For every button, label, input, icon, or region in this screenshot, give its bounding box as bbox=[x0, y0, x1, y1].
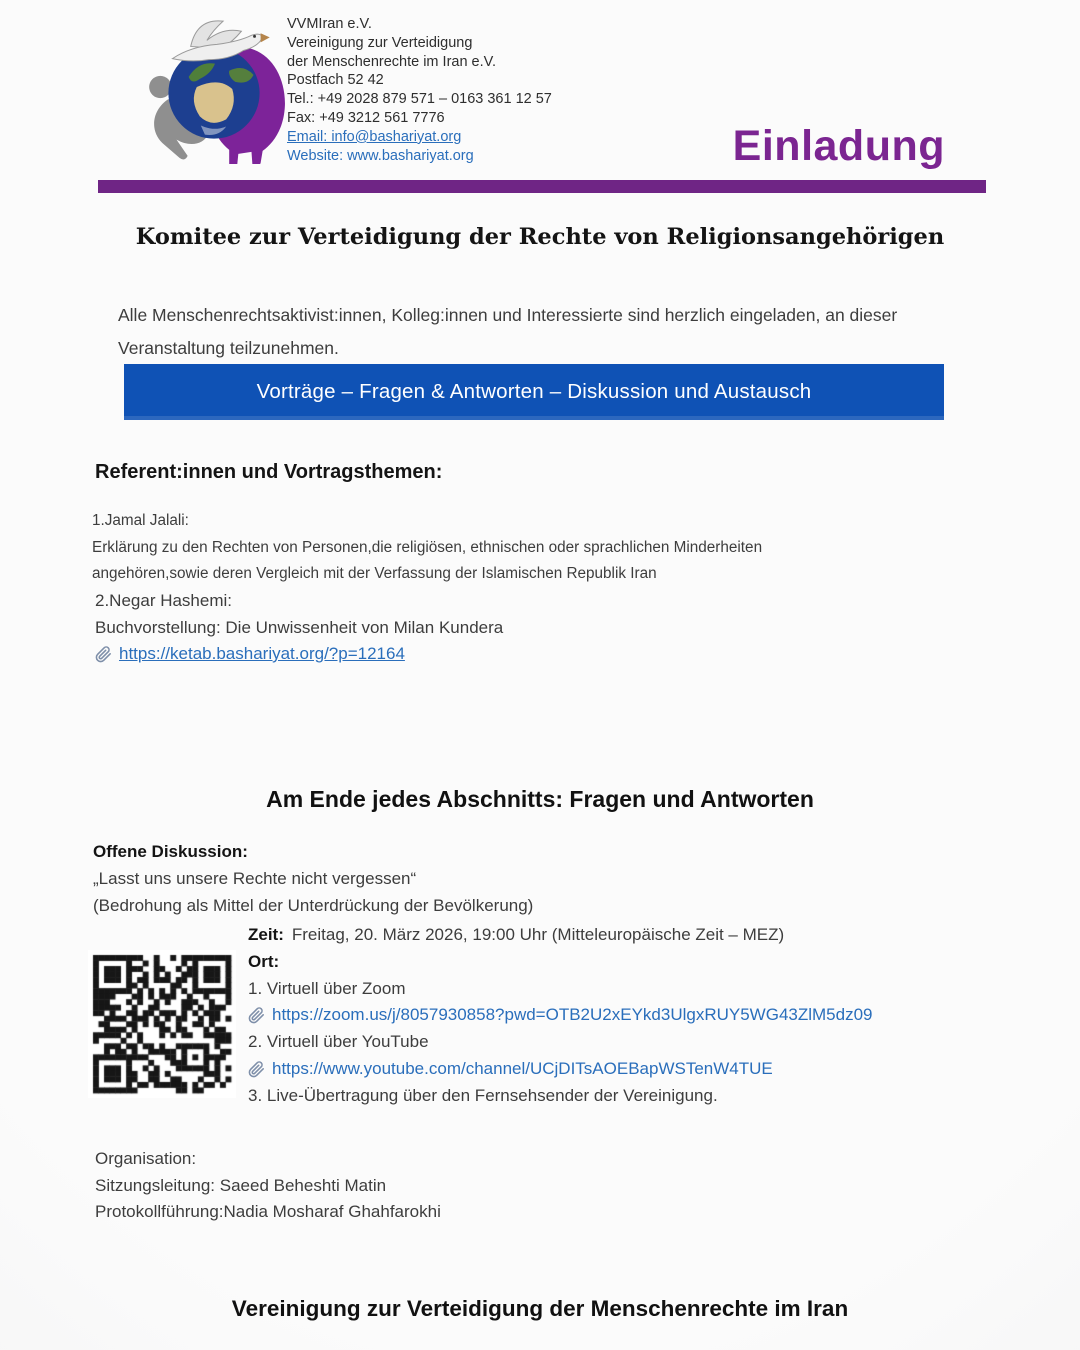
org-fax: Fax: +49 3212 561 7776 bbox=[287, 109, 445, 126]
speaker-name: 1.Jamal Jalali: bbox=[92, 512, 189, 529]
youtube-link[interactable]: https://www.youtube.com/channel/UCjDITsAOEBapWSTenW4TUE bbox=[272, 1058, 773, 1078]
speaker-topic: Erklärung zu den Rechten von Personen,die religiösen, ethnischen oder sprachlichen Minderheiten bbox=[92, 538, 763, 556]
organisation-line: Sitzungsleitung: Saeed Beheshti Matin bbox=[95, 1175, 387, 1195]
organisation-line: Protokollführung:Nadia Mosharaf Ghahfarokhi bbox=[95, 1202, 441, 1221]
book-link[interactable]: https://ketab.bashariyat.org/?p=12164 bbox=[119, 644, 405, 663]
organisation-label: Organisation: bbox=[95, 1149, 197, 1168]
open-discussion-block bbox=[93, 838, 533, 919]
org-logo bbox=[138, 12, 290, 164]
email-link[interactable]: Email: info@bashariyat.org bbox=[287, 128, 462, 145]
intro-paragraph bbox=[118, 299, 897, 365]
ort-item: 2. Virtuell über YouTube bbox=[248, 1032, 429, 1052]
intro-line: Veranstaltung teilzunehmen. bbox=[118, 338, 339, 358]
org-line: Vereinigung zur Verteidigung bbox=[287, 34, 473, 51]
organisation-block bbox=[95, 1146, 441, 1226]
qa-heading: Am Ende jedes Abschnitts: Fragen und Antworten bbox=[266, 786, 814, 812]
page-title: Einladung bbox=[732, 122, 945, 170]
speaker-topic: angehören,sowie deren Vergleich mit der Verfassung der Islamischen Republik Iran bbox=[92, 565, 657, 582]
speaker-item bbox=[92, 508, 762, 588]
committee-title: Komitee zur Verteidigung der Rechte von Religionsangehörigen bbox=[135, 224, 945, 250]
ort-item: 3. Live-Übertragung über den Fernsehsender der Vereinigung. bbox=[248, 1085, 718, 1105]
speaker-item bbox=[95, 588, 503, 668]
qr-code bbox=[88, 950, 236, 1098]
org-name: VVMIran e.V. bbox=[287, 16, 372, 32]
zeit-label: Zeit: bbox=[248, 925, 284, 944]
zoom-link[interactable]: https://zoom.us/j/8057930858?pwd=OTB2U2xEYkd3UlgxRUY5WG43ZlM5dz09 bbox=[272, 1005, 873, 1025]
header-divider bbox=[98, 180, 986, 193]
speakers-heading: Referent:innen und Vortragsthemen: bbox=[95, 461, 443, 483]
event-format-banner: Vorträge – Fragen & Antworten – Diskussion und Austausch bbox=[124, 364, 944, 420]
speaker-topic: Buchvorstellung: Die Unwissenheit von Milan Kundera bbox=[95, 617, 504, 637]
link-icon bbox=[248, 1007, 265, 1024]
org-line: der Menschenrechte im Iran e.V. bbox=[287, 53, 497, 70]
link-icon bbox=[95, 646, 112, 663]
globe-icon bbox=[168, 47, 259, 138]
discussion-label: Offene Diskussion: bbox=[93, 842, 248, 861]
intro-line: Alle Menschenrechtsaktivist:innen, Kolleg:innen und Interessierte sind herzlich eingeladen, an dieser bbox=[118, 305, 898, 325]
discussion-note: (Bedrohung als Mittel der Unterdrückung der Bevölkerung) bbox=[93, 896, 534, 915]
zeit-value: Freitag, 20. März 2026, 19:00 Uhr (Mitteleuropäische Zeit – MEZ) bbox=[291, 925, 785, 944]
event-details bbox=[248, 922, 873, 1110]
website-link[interactable]: Website: www.bashariyat.org bbox=[287, 147, 474, 164]
org-phone: Tel.: +49 2028 879 571 – 0163 361 12 57 bbox=[287, 91, 552, 108]
ort-label: Ort: bbox=[248, 951, 280, 971]
ort-item: 1. Virtuell über Zoom bbox=[248, 978, 406, 998]
footer-title: Vereinigung zur Verteidigung der Menschenrechte im Iran bbox=[231, 1296, 849, 1321]
org-postfach: Postfach 52 42 bbox=[287, 72, 384, 89]
link-icon bbox=[248, 1061, 265, 1078]
discussion-quote: „Lasst uns unsere Rechte nicht vergessen“ bbox=[93, 869, 417, 888]
speaker-name: 2.Negar Hashemi: bbox=[95, 591, 233, 610]
org-contact-block bbox=[287, 15, 552, 165]
